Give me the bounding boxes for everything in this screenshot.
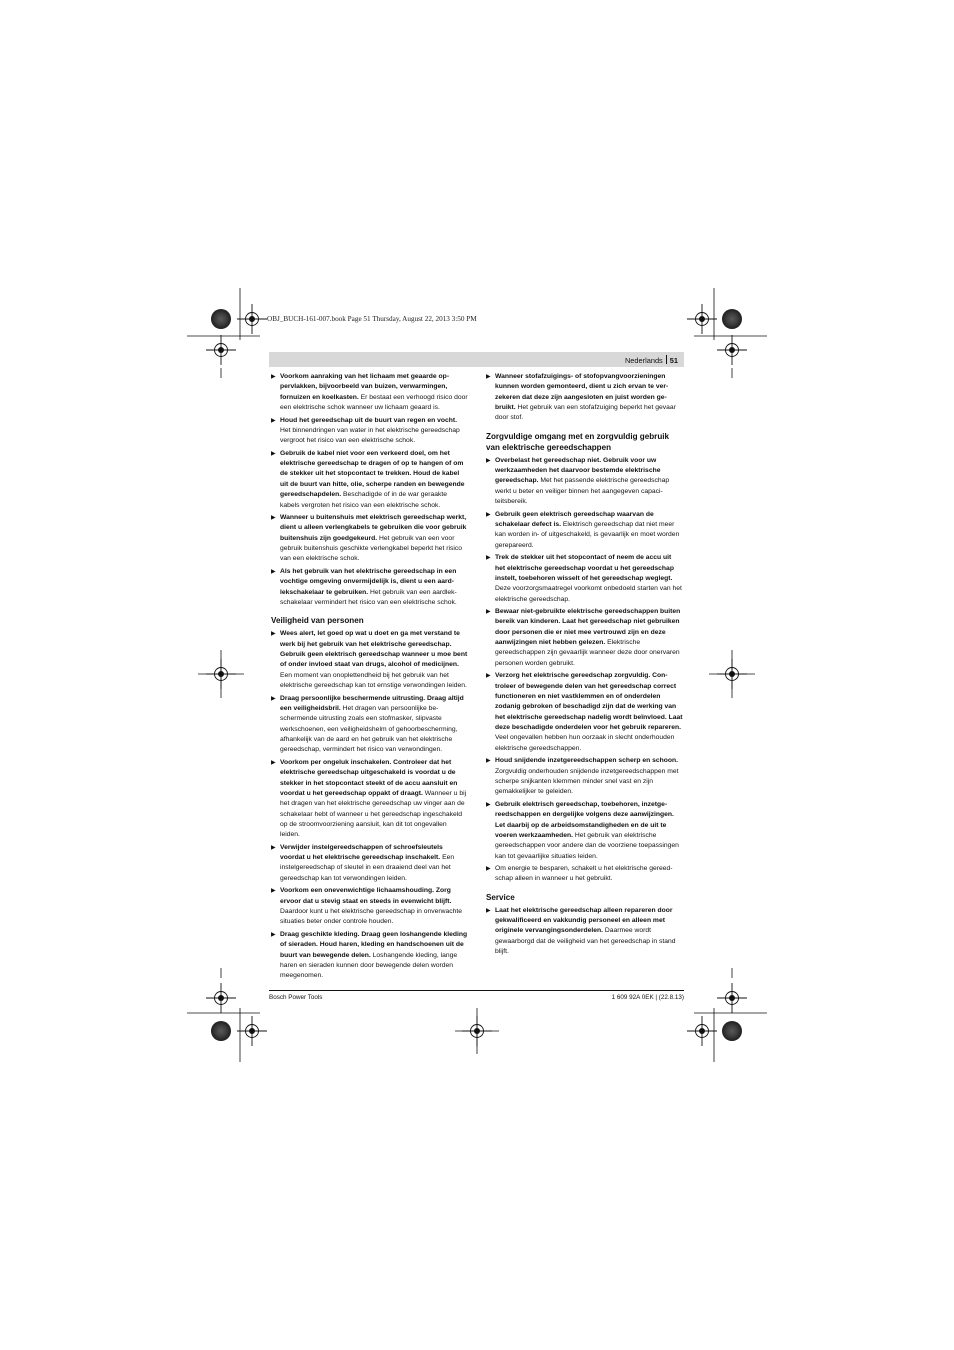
left-column: [271, 372, 468, 984]
list-item: ▶ Overbelast het gereedschap niet. Gebruik voor uw werkzaamheden het daarvoor bestemde elektrische gereedschap. Met het passende elektrische gereedschap werkt u beter en veiliger binnen het aangegeven capaciteitsbereik.: [486, 456, 670, 506]
right-column: [486, 372, 683, 960]
list-item: ▶ Wees alert, let goed op wat u doet en ga met verstand te werk bij het gebruik van het elektrische gereedschap. Gebruik geen elektrisch gereedschap wanneer u moe bent of onder invloed staat van drugs, alcohol of medicijnen. Een moment van onoplettendheid bij het gebruik van het elektrische gereedschap kan tot ernstige verwondingen leiden.: [271, 630, 468, 690]
right-bullets-top: [486, 372, 683, 424]
section-title-care: Zorgvuldige omgang met en zorgvuldig gebruik van elektrische gereedschappen: [486, 431, 670, 452]
list-item: ▶ Als het gebruik van het elektrische gereedschap in een vochtige omgeving onvermijdelijk is, dient u een aardlekschakelaar te gebruiken. Het gebruik van een aardlekschakelaar vermindert het risico van een elektrische schok.: [271, 567, 457, 606]
bullet-arrow-icon: ▶: [486, 758, 491, 765]
page-number: 51: [669, 356, 678, 365]
bullet-arrow-icon: ▶: [486, 457, 491, 464]
page-header: [269, 352, 684, 367]
crop-disc-bottom-left: [211, 1021, 231, 1041]
footer-brand: Bosch Power Tools: [269, 994, 323, 1001]
list-item: ▶ Laat het elektrische gereedschap alleen repareren door gekwalificeerd en vakkundig personeel en alleen met originele vervangingsonderdelen. Daarmee wordt gewaarborgd dat de veiligheid van het gereedschap in stand blijft.: [486, 906, 676, 956]
crop-disc-top-left: [211, 309, 231, 329]
bullet-arrow-icon: ▶: [271, 417, 276, 424]
bullet-arrow-icon: ▶: [486, 907, 491, 914]
list-item: ▶ Om energie te besparen, schakelt u het elektrische gereedschap alleen in wanneer u het gebruikt.: [486, 865, 673, 883]
crop-disc-top-right: [722, 309, 742, 329]
bullet-arrow-icon: ▶: [271, 931, 276, 938]
list-item: ▶ Houd het gereedschap uit de buurt van regen en vocht. Het binnendringen van water in het elektrische gereedschap vergroot het risico van een elektrische schok.: [271, 416, 460, 445]
list-item: ▶ Trek de stekker uit het stopcontact of neem de accu uit het elektrische gereedschap voordat u het gereedschap instelt, toebehoren wisselt of het gereedschap weglegt. Deze voorzorgsmaatregel voorkomt onbedoeld starten van het elektrische gereedschap.: [486, 554, 682, 603]
bullet-arrow-icon: ▶: [271, 631, 276, 638]
list-item: ▶ Voorkom aanraking van het lichaam met geaarde oppervlakken, bijvoorbeeld van buizen, verwarmingen, fornuizen en koelkasten. Er bestaat een verhoogd risico door een elektrische schok wanneer uw lichaam geaard is.: [271, 373, 468, 412]
bullet-arrow-icon: ▶: [271, 695, 276, 702]
bullet-arrow-icon: ▶: [486, 801, 491, 808]
list-item: ▶ Wanneer u buitenshuis met elektrisch gereedschap werkt, dient u alleen verlengkabels te gebruiken die voor gebruik buitenshuis zijn goedgekeurd. Het gebruik van een voor gebruik buitenshuis geschikte verlengkabel beperkt het risico van een elektrische schok.: [271, 514, 467, 563]
list-item: ▶ Verzorg het elektrische gereedschap zorgvuldig. Controleer of bewegende delen van het gereedschap correct functioneren en niet vastklemmen en of onderdelen zodanig gebroken of beschadigd zijn dat de werking van het elektrische gereedschap nadelig wordt beïnvloed. Laat deze beschadigde onderdelen voor het gebruik repareren. Veel ongevallen hebben hun oorzaak in slecht onderhouden elektrische gereedschappen.: [486, 672, 683, 752]
list-item: ▶ Houd snijdende inzetgereedschappen scherp en schoon. Zorgvuldig onderhouden snijdende inzetgereedschappen met scherpe snijkanten klemmen minder snel vast en zijn gemakkelijker te geleiden.: [486, 757, 679, 796]
right-bullets-care: [486, 456, 683, 885]
right-bullets-service: [486, 906, 683, 958]
section-title-persons: Veiligheid van personen: [271, 616, 364, 626]
bullet-arrow-icon: ▶: [271, 888, 276, 895]
list-item: ▶ Wanneer stofafzuigings- of stofopvangvoorzieningen kunnen worden gemonteerd, dient u zich ervan te verzekeren dat deze zijn aangesloten en juist worden gebruikt. Het gebruik van een stofafzuiging beperkt het gevaar door stof.: [486, 373, 676, 422]
list-item: ▶ Voorkom een onevenwichtige lichaamshouding. Zorg ervoor dat u stevig staat en steeds in evenwicht blijft. Daardoor kunt u het elektrische gereedschap in onverwachte situaties beter onder controle houden.: [271, 887, 462, 926]
footer-doc-number: 1 609 92A 0EK | (22.8.13): [611, 994, 684, 1001]
bullet-arrow-icon: ▶: [486, 609, 491, 616]
list-item: ▶ Gebruik de kabel niet voor een verkeerd doel, om het elektrische gereedschap te dragen of op te hangen of om de stekker uit het stopcontact te trekken. Houd de kabel uit de buurt van hitte, olie, scherpe randen en bewegende gereedschapdelen. Beschadigde of in de war geraakte kabels vergroten het risico van een elektrische schok.: [271, 449, 465, 509]
list-item: ▶ Draag persoonlijke beschermende uitrusting. Draag altijd een veiligheidsbril. Het dragen van persoonlijke beschermende uitrusting zoals een stofmasker, slipvaste werkschoenen, een veiligheidshelm of gehoorbescherming, afhankelijk van de aard en het gebruik van het elektrische gereedschap, vermindert het risico van verwondingen.: [271, 694, 464, 754]
bullet-arrow-icon: ▶: [271, 759, 276, 766]
header-right: [625, 355, 678, 365]
list-item: ▶ Voorkom per ongeluk inschakelen. Controleer dat het elektrische gereedschap uitgeschakeld is voordat u de stekker in het stopcontact steekt of de accu aansluit en voordat u het gereedschap oppakt of draagt. Wanneer u bij het dragen van het elektrische gereedschap uw vinger aan de schakelaar hebt of wanneer u het gereedschap ingeschakeld op de stroomvoorziening aansluit, kan dit tot ongevallen leiden.: [271, 758, 467, 839]
list-item: ▶ Gebruik elektrisch gereedschap, toebehoren, inzetgereedschappen en dergelijke volgens deze aanwijzingen. Let daarbij op de arbeidsomstandigheden en de uit te voeren werkzaamheden. Het gebruik van elektrische gereedschappen voor andere dan de voorziene toepassingen kan tot gevaarlijke situaties leiden.: [486, 800, 679, 860]
header-separator: [666, 355, 667, 364]
bullet-arrow-icon: ▶: [271, 515, 276, 522]
bullet-arrow-icon: ▶: [271, 568, 276, 575]
left-bullets-top: [271, 372, 468, 608]
bullet-arrow-icon: ▶: [271, 450, 276, 457]
list-item: ▶ Draag geschikte kleding. Draag geen loshangende kleding of sieraden. Houd haren, kleding en handschoenen uit de buurt van bewegende delen. Loshangende kleding, lange haren en sieraden kunnen door bewegende delen worden meegenomen.: [271, 930, 468, 980]
bullet-arrow-icon: ▶: [486, 555, 491, 562]
left-bullets-persons: [271, 629, 468, 981]
bullet-arrow-icon: ▶: [486, 511, 491, 518]
file-info: OBJ_BUCH-161-007.book Page 51 Thursday, August 22, 2013 3:50 PM: [267, 315, 477, 323]
crop-disc-bottom-right: [722, 1021, 742, 1041]
bullet-arrow-icon: ▶: [271, 844, 276, 851]
list-item: ▶ Gebruik geen elektrisch gereedschap waarvan de schakelaar defect is. Elektrisch gereedschap dat niet meer kan worden in- of uitgeschakeld, is gevaarlijk en moet worden gerepareerd.: [486, 510, 680, 549]
section-title-service: Service: [486, 892, 515, 902]
footer-rule: [269, 990, 684, 991]
header-language: Nederlands: [624, 356, 663, 365]
bullet-arrow-icon: ▶: [486, 866, 491, 873]
bullet-arrow-icon: ▶: [486, 374, 491, 380]
list-item: ▶ Bewaar niet-gebruikte elektrische gereedschappen buiten bereik van kinderen. Laat het gereedschap niet gebruiken door personen die er niet mee vertrouwd zijn en deze aanwijzingen niet hebben gelezen. Elektrische gereedschappen zijn gevaarlijk wanneer deze door onervaren personen worden gebruikt.: [486, 608, 681, 667]
bullet-arrow-icon: ▶: [271, 374, 276, 380]
bullet-arrow-icon: ▶: [486, 673, 491, 680]
list-item: ▶ Verwijder instelgereedschappen of schroefsleutels voordat u het elektrische gereedschap inschakelt. Een instelgereedschap of sleutel in een draaiend deel van het gereedschap kan tot verwondingen leiden.: [271, 843, 455, 882]
